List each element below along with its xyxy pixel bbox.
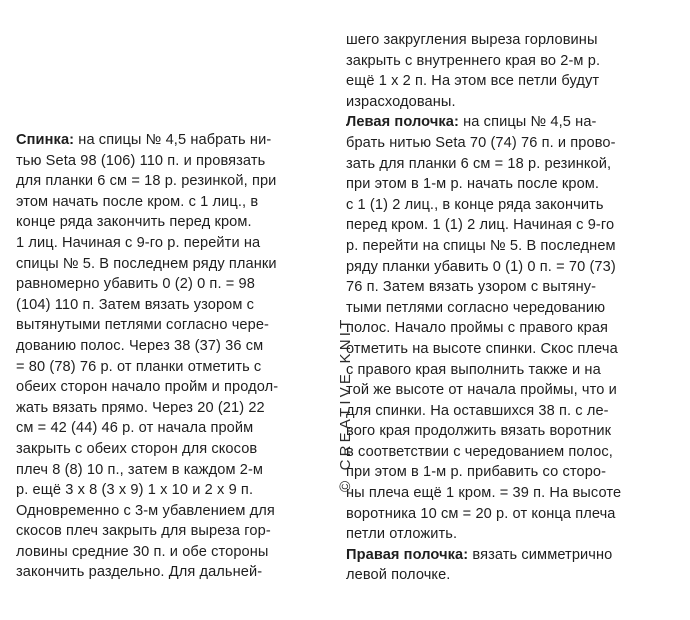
text-line <box>346 524 676 545</box>
line-text: при этом в 1-м р. начать после кром. <box>346 176 600 193</box>
line-text: израсходованы. <box>346 93 456 110</box>
line-text: с 1 (1) 2 лиц., в конце ряда закончить <box>346 196 604 213</box>
line-text: р. ещё 3 х 8 (3 х 9) 1 х 10 и 2 х 9 п. <box>16 482 254 499</box>
text-line <box>346 401 676 422</box>
watermark: © CREATIVE KNIT <box>337 316 354 492</box>
line-text: ряду планки убавить 0 (1) 0 п. = 70 (73) <box>346 258 616 275</box>
line-text: брать нитью Seta 70 (74) 76 п. и прово- <box>346 134 616 151</box>
text-line <box>346 380 676 401</box>
line-text: вытянутыми петлями согласно чере- <box>16 317 270 334</box>
text-line <box>346 236 676 257</box>
line-text: зать для планки 6 см = 18 р. резинкой, <box>346 155 612 172</box>
text-line <box>16 521 322 542</box>
text-line <box>16 542 322 563</box>
section-heading: Левая полочка: <box>346 114 459 131</box>
line-text: левой полочке. <box>346 567 451 584</box>
line-text: этом начать после кром. с 1 лиц., в <box>16 193 259 210</box>
text-line <box>16 398 322 419</box>
line-text: дованию полос. Через 38 (37) 36 см <box>16 337 264 354</box>
line-text: отметить на высоте спинки. Скос плеча <box>346 340 618 357</box>
line-text: ещё 1 х 2 п. На этом все петли будут <box>346 73 600 90</box>
line-text: ловины средние 30 п. и обе стороны <box>16 543 269 560</box>
text-line <box>346 51 676 72</box>
line-text: обеих сторон начало пройм и продол- <box>16 379 279 396</box>
text-line <box>16 377 322 398</box>
line-text: 76 п. Затем вязать узором с вытяну- <box>346 279 597 296</box>
text-line <box>16 274 322 295</box>
text-column-left <box>16 130 322 583</box>
text-line <box>16 192 322 213</box>
line-text: в соответствии с чередованием полос, <box>346 443 613 460</box>
line-text: на спицы № 4,5 на- <box>458 114 597 131</box>
line-text: скосов плеч закрыть для выреза гор- <box>16 523 271 540</box>
line-text: жать вязать прямо. Через 20 (21) 22 <box>16 399 265 416</box>
line-text: ны плеча ещё 1 кром. = 39 п. На высоте <box>346 485 622 502</box>
text-line <box>16 357 322 378</box>
text-line <box>346 257 676 278</box>
line-text: закрыть с внутреннего края во 2-м р. <box>346 52 601 69</box>
line-text: вязать симметрично <box>468 546 613 563</box>
line-text: Одновременно с 3-м убавлением для <box>16 502 275 519</box>
line-text: при этом в 1-м р. прибавить со сторо- <box>346 464 607 481</box>
text-line <box>346 298 676 319</box>
line-text: на спицы № 4,5 набрать ни- <box>74 132 272 148</box>
text-line <box>346 504 676 525</box>
line-text: воротника 10 см = 20 р. от конца плеча <box>346 505 616 522</box>
line-text: с правого края выполнить также и на <box>346 361 601 378</box>
text-line <box>16 212 322 233</box>
text-line <box>346 174 676 195</box>
text-line <box>346 133 676 154</box>
text-line <box>346 195 676 216</box>
text-line <box>16 254 322 275</box>
text-line <box>16 315 322 336</box>
text-line <box>16 336 322 357</box>
text-line <box>346 92 676 113</box>
text-line <box>16 130 322 151</box>
text-line <box>16 501 322 522</box>
line-text: равномерно убавить 0 (2) 0 п. = 98 <box>16 276 255 293</box>
line-text: закончить раздельно. Для дальней- <box>16 564 263 581</box>
section-heading: Спинка: <box>16 132 75 148</box>
text-line <box>346 565 676 586</box>
text-line <box>346 339 676 360</box>
text-line <box>346 483 676 504</box>
text-line <box>346 112 676 133</box>
text-line <box>16 233 322 254</box>
text-line <box>16 171 322 192</box>
text-line <box>346 30 676 51</box>
line-text: (104) 110 п. Затем вязать узором с <box>16 296 255 313</box>
text-line <box>346 277 676 298</box>
text-column-right <box>346 30 676 586</box>
text-line <box>346 318 676 339</box>
text-line <box>16 295 322 316</box>
line-text: для планки 6 см = 18 р. резинкой, при <box>16 173 277 190</box>
text-line <box>16 562 322 583</box>
line-text: той же высоте от начала проймы, что и <box>346 382 617 399</box>
text-line <box>346 442 676 463</box>
line-text: вого края продолжить вязать воротник <box>346 423 612 440</box>
line-text: для спинки. На оставшихся 38 п. с ле- <box>346 402 609 419</box>
line-text: спицы № 5. В последнем ряду планки <box>16 255 277 272</box>
line-text: плеч 8 (8) 10 п., затем в каждом 2-м <box>16 461 264 478</box>
line-text: закрыть с обеих сторон для скосов <box>16 440 258 457</box>
text-line <box>346 545 676 566</box>
text-line <box>346 360 676 381</box>
text-line <box>346 154 676 175</box>
line-text: полос. Начало проймы с правого края <box>346 320 609 337</box>
text-line <box>346 462 676 483</box>
line-text: тыми петлями согласно чередованию <box>346 299 606 316</box>
line-text: конце ряда закончить перед кром. <box>16 214 252 231</box>
line-text: 1 лиц. Начиная с 9-го р. перейти на <box>16 234 261 251</box>
text-line <box>16 418 322 439</box>
line-text: перед кром. 1 (1) 2 лиц. Начиная с 9-го <box>346 217 615 234</box>
section-heading: Правая полочка: <box>346 546 469 563</box>
text-line <box>346 215 676 236</box>
text-line <box>346 71 676 92</box>
line-text: шего закругления выреза горловины <box>346 32 598 48</box>
line-text: см = 42 (44) 46 р. от начала пройм <box>16 420 254 437</box>
text-line <box>16 460 322 481</box>
line-text: = 80 (78) 76 р. от планки отметить с <box>16 358 262 375</box>
text-line <box>16 480 322 501</box>
text-line <box>16 151 322 172</box>
line-text: тью Seta 98 (106) 110 п. и провязать <box>16 152 266 169</box>
text-line <box>16 439 322 460</box>
text-line <box>346 421 676 442</box>
line-text: р. перейти на спицы № 5. В последнем <box>346 237 616 254</box>
line-text: петли отложить. <box>346 526 458 543</box>
